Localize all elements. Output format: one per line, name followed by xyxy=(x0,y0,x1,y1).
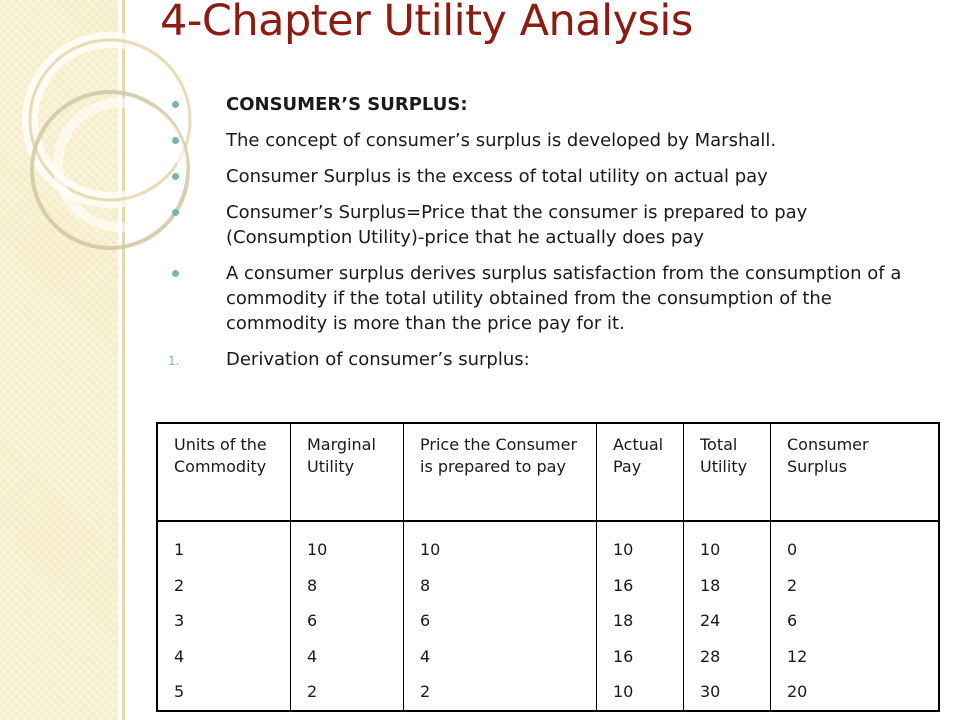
numbered-item xyxy=(168,347,928,372)
table-cell: 3 xyxy=(174,611,185,630)
table-cell: 10 xyxy=(613,682,634,701)
table-cell: 8 xyxy=(307,575,318,595)
table-cell: 10 xyxy=(307,540,328,559)
bullet-text: Derivation of consumer’s surplus: xyxy=(226,349,530,370)
bullet-text: Consumer Surplus is the excess of total utility on actual pay xyxy=(226,166,768,187)
table-cell: 16 xyxy=(613,646,634,666)
table-cell: 28 xyxy=(700,646,721,666)
bullet-text: A consumer surplus derives surplus satisfaction from the consumption of a commodity if the total utility obtained from the consumption of the commodity is more than the price pay for it. xyxy=(226,263,902,334)
table-cell: 18 xyxy=(613,611,634,630)
bullet-dot-icon xyxy=(172,209,179,216)
table-cell: 20 xyxy=(787,682,808,701)
table-cell: 10 xyxy=(420,540,441,559)
col-header-total-utility: Total Utility xyxy=(684,423,771,521)
total-utility-values xyxy=(684,521,771,711)
bullet-dot-icon xyxy=(172,101,179,108)
table-cell: 1 xyxy=(174,540,185,559)
actual-pay-values xyxy=(597,521,684,711)
table-cell: 0 xyxy=(787,540,798,559)
bullet-item xyxy=(168,128,928,153)
bullet-list xyxy=(168,92,928,383)
table-cell: 30 xyxy=(700,682,721,701)
col-header-consumer-surplus: Consumer Surplus xyxy=(771,423,940,521)
col-header-units: Units of the Commodity xyxy=(157,423,291,521)
bullet-dot-icon xyxy=(172,137,179,144)
table-cell: 18 xyxy=(700,575,721,595)
price-prepared-values xyxy=(404,521,597,711)
list-number: 1. xyxy=(168,354,180,368)
bullet-item xyxy=(168,200,928,250)
marginal-utility-values xyxy=(291,521,404,711)
table-cell: 2 xyxy=(307,682,318,701)
col-header-actual-pay: Actual Pay xyxy=(597,423,684,521)
table-cell: 16 xyxy=(613,575,634,595)
consumer-surplus-values xyxy=(771,521,940,711)
col-header-marginal-utility: Marginal Utility xyxy=(291,423,404,521)
table-cell: 10 xyxy=(700,540,721,559)
bullet-item xyxy=(168,92,928,117)
bullet-item xyxy=(168,261,928,336)
table-cell: 8 xyxy=(420,575,431,595)
table-cell: 2 xyxy=(420,682,431,701)
col-header-price-prepared: Price the Consumer is prepared to pay xyxy=(404,423,597,521)
side-decor-panel xyxy=(0,0,118,720)
side-divider xyxy=(122,0,125,720)
table-cell: 10 xyxy=(613,540,634,559)
table-cell: 5 xyxy=(174,682,185,701)
consumer-surplus-table xyxy=(156,422,940,712)
table-header-row xyxy=(157,423,939,521)
table-cell: 2 xyxy=(174,575,185,595)
table-cell: 4 xyxy=(420,646,431,666)
table-cell: 6 xyxy=(420,611,431,630)
units-values xyxy=(157,521,291,711)
table-cell: 24 xyxy=(700,611,721,630)
bullet-text: The concept of consumer’s surplus is developed by Marshall. xyxy=(226,130,777,151)
bullet-dot-icon xyxy=(172,270,179,277)
bullet-dot-icon xyxy=(172,173,179,180)
table-cell: 12 xyxy=(787,646,808,666)
table-row xyxy=(157,521,939,711)
bullet-item xyxy=(168,164,928,189)
bullet-text: Consumer’s Surplus=Price that the consumer is prepared to pay (Consumption Utility)-price that he actually does pay xyxy=(226,202,808,248)
table-cell: 6 xyxy=(307,611,318,630)
table-cell: 4 xyxy=(307,646,318,666)
bullet-text: CONSUMER’S SURPLUS: xyxy=(226,94,468,115)
table-cell: 2 xyxy=(787,575,798,595)
page-title: 4-Chapter Utility Analysis xyxy=(160,0,693,46)
table-cell: 6 xyxy=(787,611,798,630)
table-cell: 4 xyxy=(174,646,185,666)
